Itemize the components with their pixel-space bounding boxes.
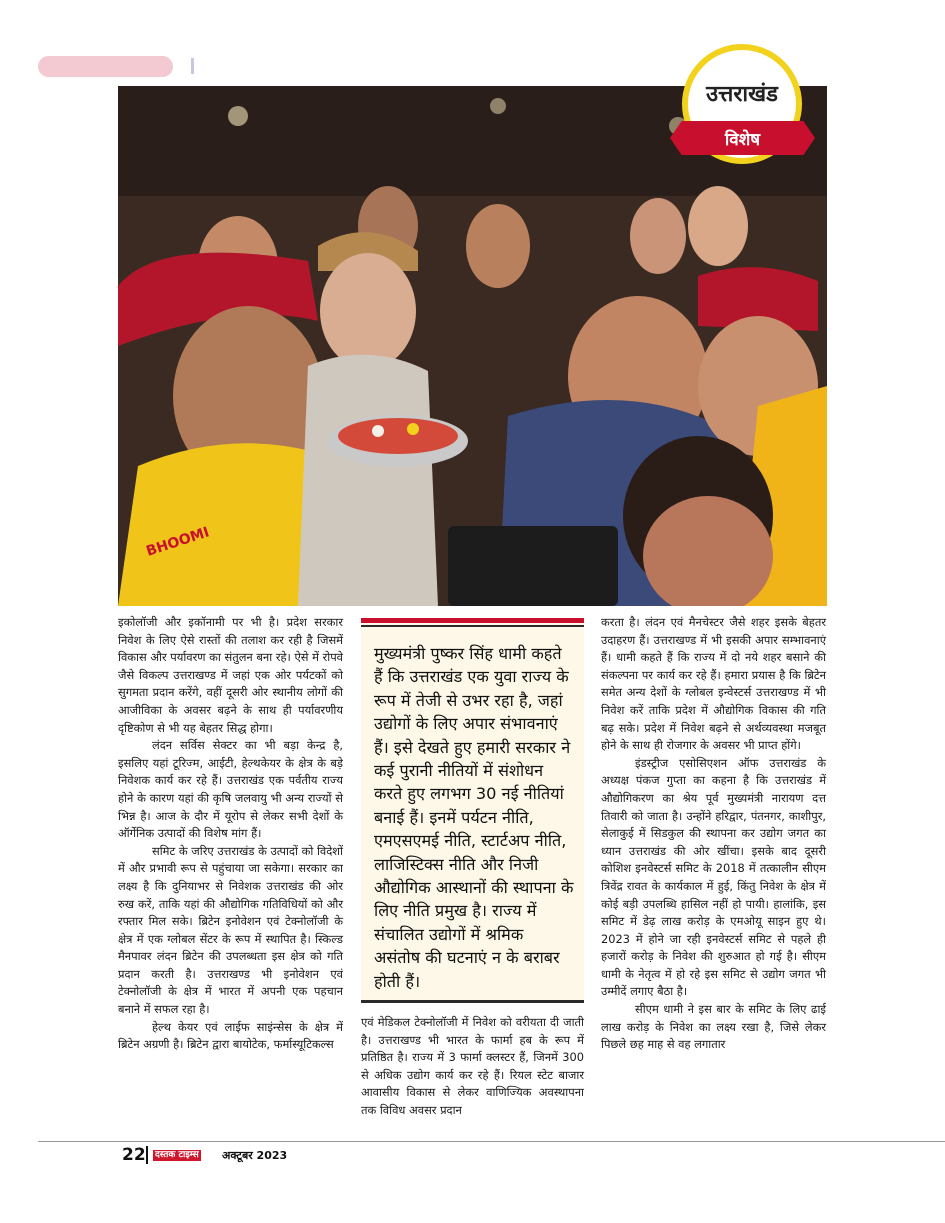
banner-text: BHOOMI bbox=[144, 524, 212, 560]
footer-separator bbox=[146, 1146, 148, 1164]
header-decoration-pill bbox=[38, 56, 173, 77]
header-decoration-tick bbox=[191, 58, 194, 74]
article-column-1 bbox=[118, 614, 343, 1054]
issue-date: अक्टूबर 2023 bbox=[222, 1149, 288, 1162]
pull-quote-text: मुख्यमंत्री पुष्कर सिंह धामी कहते हैं कि उत्तराखंड एक युवा राज्य के रूप में तेजी से उभर रहा है, जहां उद्योगों के लिए अपार संभावनाएं हैं। इसे देखते हुए हमारी सरकार ने कई पुरानी नीतियों में संशोधन करते हुए लगभग 30 नई नीतियां बनाई हैं। इनमें पर्यटन नीति, एमएसएमई नीति, स्टार्टअप नीति, लाजिस्टिक्स नीति और निजी औद्योगिक आस्थानों की स्थापना के लिए नीति प्रमुख है। राज्य में संचालित उद्योगों में श्रमिक असंतोष की घटनाएं न के बराबर होती हैं। bbox=[374, 644, 574, 991]
footer-divider bbox=[38, 1141, 945, 1142]
paragraph: इंडस्ट्रीज एसोसिएशन ऑफ उत्तराखंड के अध्यक्ष पंकज गुप्ता का कहना है कि उत्तराखंड में औद्योगिकरण का श्रेय पूर्व मुख्यमंत्री नारायण दत्त तिवारी को जाता है। उन्होंने हरिद्वार, पंतनगर, काशीपुर, सेलाकुई में सिडकुल की स्थापना कर उद्योग जगत का ध्यान उत्तराखंड की ओर खींचा। इसके बाद दूसरी कोशिश इनवेस्टर्स समिट के 2018 में तत्कालीन सीएम त्रिवेंद्र रावत के कार्यकाल में हुई, किंतु निवेश के क्षेत्र में कोई बड़ी उपलब्धि हासिल नहीं हो पायी। हालांकि, इस समिट में डेढ़ लाख करोड़ के एमओयू साइन हुए थे। 2023 में होने जा रही इनवेस्टर्स समिट से पहले ही हजारों करोड़ के निवेश की शुरुआत हो गई है। सीएम धामी के नेतृत्व में हो रहे इस समिट से उद्योग जगत भी उम्मीदें लगाए बैठा है। bbox=[601, 755, 826, 999]
pull-quote-rule-dark bbox=[361, 625, 584, 627]
pull-quote-rule-red bbox=[361, 618, 584, 623]
cover-photo bbox=[118, 86, 827, 606]
paragraph: एवं मेडिकल टेक्नोलॉजी में निवेश को वरीयता दी जाती है। उत्तराखण्ड भी भारत के फार्मा हब के रूप में प्रतिष्ठित है। राज्य में 3 फार्मा क्लस्टर हैं, जिनमें 300 से अधिक उद्योग कार्य कर रहे हैं। रियल स्टेट बाजार आवासीय विकास से लेकर वाणिज्यिक अवस्थापना तक विविध अवसर प्रदान bbox=[361, 1015, 584, 1117]
paragraph: इकोलॉजी और इकॉनामी पर भी है। प्रदेश सरकार निवेश के लिए ऐसे रास्तों की तलाश कर रही है जिसमें विकास और पर्यावरण का संतुलन बना रहे। ऐसे में रोपवे जैसे विकल्प उत्तराखण्ड में जहां एक ओर पर्यटकों को सुगमता प्रदान करेंगे, वहीं दूसरी ओर स्थानीय लोगों की आजीविका के अवसर बढ़ने के साथ ही पर्यावरणीय दृष्टिकोण से भी यह बेहतर सिद्ध होगा। bbox=[118, 615, 343, 735]
article-column-2 bbox=[361, 1014, 584, 1120]
paragraph: सीएम धामी ने इस बार के समिट के लिए ढाई लाख करोड़ के निवेश का लक्ष्य रखा है, जिसे लेकर पिछले छह माह से वह लगातार bbox=[601, 1002, 826, 1052]
paragraph: समिट के जरिए उत्तराखंड के उत्पादों को विदेशों में और प्रभावी रूप से पहुंचाया जा सकेगा। सरकार का लक्ष्य है कि दुनियाभर से निवेशक उत्तराखंड की ओर रुख करें, ताकि यहां की औद्योगिक गतिविधियों को और रफ्तार मिल सके। ब्रिटेन इनोवेशन एवं टेक्नोलॉजी के क्षेत्र में एक ग्लोबल सेंटर के रूप में स्थापित है। स्किल्ड मैनपावर लंदन ब्रिटेन की उपलब्धता इस क्षेत्र को गति प्रदान करती है। उत्तराखण्ड भी इनोवेशन एवं टेक्नोलॉजी के क्षेत्र में भारत में अपनी एक पहचान बनाने में सफल रहा है। bbox=[118, 843, 343, 1017]
article-column-3 bbox=[601, 614, 826, 1054]
paragraph: लंदन सर्विस सेक्टर का भी बड़ा केन्द्र है, इसलिए यहां टूरिज्म, आईटी, हेल्थकेयर के क्षेत्र के बड़े निवेशक कार्य कर रहे हैं। उत्तराखंड एक पर्वतीय राज्य होने के कारण यहां की कृषि जलवायु भी अन्य राज्यों से भिन्न है। आज के दौर में यूरोप से लेकर सभी देशों के ऑर्गेनिक उत्पादों की विशेष मांग हैं। bbox=[118, 738, 343, 841]
page-number: 22 bbox=[122, 1145, 146, 1165]
section-badge-title: उत्तराखंड bbox=[706, 82, 778, 107]
pull-quote-rule-bottom bbox=[361, 1000, 584, 1003]
magazine-logo: दस्तक टाइम्स bbox=[155, 1150, 199, 1160]
paragraph: हेल्थ केयर एवं लाईफ साइंन्सेस के क्षेत्र में ब्रिटेन अग्रणी है। ब्रिटेन द्वारा बायोटेक, फर्मास्यूटिकल्स bbox=[118, 1019, 343, 1052]
paragraph: करता है। लंदन एवं मैनचेस्टर जैसे शहर इसके बेहतर उदाहरण हैं। उत्तराखण्ड में भी इसकी अपार सम्भावनाएं हैं। धामी कहते हैं कि राज्य में दो नये शहर बसाने की संकल्पना पर कार्य कर रहे हैं। हमारा प्रयास है कि ब्रिटेन समेत अन्य देशों के ग्लोबल इन्वेस्टर्स उत्तराखण्ड में भी निवेश करें ताकि प्रदेश में औद्योगिक विकास की गति बढ़ सके। प्रदेश में निवेश बढ़ने से अर्थव्यवस्था मजबूत होने के साथ ही रोजगार के अवसर भी प्राप्त होंगे। bbox=[601, 615, 826, 753]
event-photo-illustration bbox=[118, 86, 827, 606]
section-badge-subtitle: विशेष bbox=[724, 130, 761, 150]
